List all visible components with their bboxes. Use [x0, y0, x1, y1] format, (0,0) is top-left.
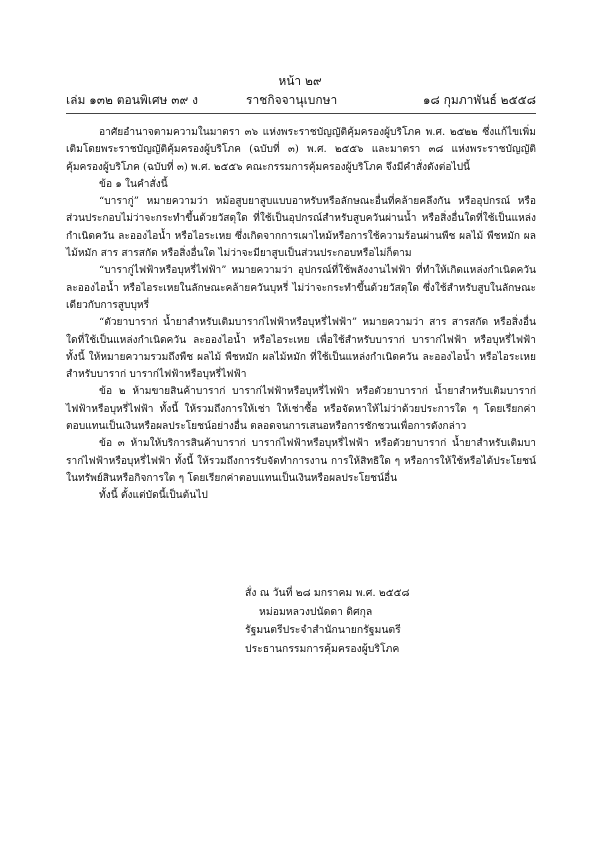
effective-clause: ทั้งนี้ ตั้งแต่บัดนี้เป็นต้นไป	[99, 490, 208, 502]
issue-date: ๑๘ กุมภาพันธ์ ๒๕๕๘	[422, 93, 536, 107]
gazette-title: ราชกิจจานุเบกษา	[246, 93, 338, 107]
clause-2: ข้อ ๒ ห้ามขายสินค้าบาราก่ บาราก่ไฟฟ้าหรือบุหรี่ไฟฟ้า หรือตัวยาบาราก่ น้ำยาสำหรับเติมบาราก่ไฟฟ้าหรือบุหรี่ไฟฟ้า ทั้งนี้ ให้รวมถึงการให้เช่า ให้เช่าซื้อ หรือจัดหาให้ไม่ว่าด้วยประการใด ๆ โดยเรียกค่าตอบแทนเป็นเงินหรือผลประโยชน์อย่างอื่น ตลอดจนการเสนอหรือการชักชวนเพื่อการดังกล่าว	[66, 386, 536, 433]
signatory-name: หม่อมหลวงปนัดดา ดิศกุล	[259, 605, 373, 618]
order-body	[66, 124, 536, 505]
signing-date: สั่ง ณ วันที่ ๒๘ มกราคม พ.ศ. ๒๕๕๘	[245, 587, 410, 599]
definition-e-cigarette: “บารากู่ไฟฟ้าหรือบุหรี่ไฟฟ้า” หมายความว่า อุปกรณ์ที่ใช้พลังงานไฟฟ้า ที่ทำให้เกิดแหล่งกำเนิดควัน ละอองไอน้ำ หรือไอระเหยในลักษณะคล้ายควันบุหรี่ ไม่ว่าจะกระทำขึ้นด้วยวัสดุใด ซึ่งใช้สำหรับสูบในลักษณะเดียวกับการสูบบุหรี่	[66, 265, 536, 311]
preamble-paragraph: อาศัยอำนาจตามความในมาตรา ๓๖ แห่งพระราชบัญญัติคุ้มครองผู้บริโภค พ.ศ. ๒๕๒๒ ซึ่งแก้ไขเพิ่มเติมโดยพระราชบัญญัติคุ้มครองผู้บริโภค (ฉบับที่ ๓) พ.ศ. ๒๕๕๖ และมาตรา ๓๘ แห่งพระราชบัญญัติคุ้มครองผู้บริโภค (ฉบับที่ ๓) พ.ศ. ๒๕๕๖ คณะกรรมการคุ้มครองผู้บริโภค จึงมีคำสั่งดังต่อไปนี้	[66, 127, 536, 173]
definition-refill-liquid: “ตัวยาบาราก่ น้ำยาสำหรับเติมบาราก่ไฟฟ้าหรือบุหรี่ไฟฟ้า” หมายความว่า สาร สารสกัด หรือสิ่งอื่นใดที่ใช้เป็นแหล่งกำเนิดควัน ละอองไอน้ำ หรือไอระเหย เพื่อใช้สำหรับบาราก่ บาราก่ไฟฟ้า หรือบุหรี่ไฟฟ้า ทั้งนี้ ให้หมายความรวมถึงพืช ผลไม้ พืชหมัก ผลไม้หมัก ที่ใช้เป็นแหล่งกำเนิดควัน ละอองไอน้ำ หรือไอระเหยสำหรับบาราก่ บาราก่ไฟฟ้าหรือบุหรี่ไฟฟ้า	[66, 317, 536, 381]
volume-issue: เล่ม ๑๓๒ ตอนพิเศษ ๓๙ ง	[66, 93, 198, 107]
page-number: หน้า ๒๙	[278, 74, 322, 88]
signature-block	[245, 584, 545, 658]
definition-baraku: “บารากู่” หมายความว่า หม้อสูบยาสูบแบบอาหรับหรือลักษณะอื่นที่คล้ายคลึงกัน หรืออุปกรณ์ หรือส่วนประกอบไม่ว่าจะกระทำขึ้นด้วยวัสดุใด ที่ใช้เป็นอุปกรณ์สำหรับสูบควันผ่านน้ำ หรือสิ่งอื่นใดที่ใช้เป็นแหล่งกำเนิดควัน ละอองไอน้ำ หรือไอระเหย ซึ่งเกิดจากการเผาไหม้หรือการใช้ความร้อนผ่านพืช ผลไม้ พืชหมัก ผลไม้หมัก สาร สารสกัด หรือสิ่งอื่นใด ไม่ว่าจะมียาสูบเป็นส่วนประกอบหรือไม่ก็ตาม	[66, 196, 536, 260]
signatory-position-2: ประธานกรรมการคุ้มครองผู้บริโภค	[245, 642, 400, 655]
header-rule	[66, 113, 536, 114]
clause-1-heading: ข้อ ๑ ในคำสั่งนี้	[99, 178, 168, 190]
clause-3: ข้อ ๓ ห้ามให้บริการสินค้าบาราก่ บาราก่ไฟฟ้าหรือบุหรี่ไฟฟ้า หรือตัวยาบาราก่ น้ำยาสำหรับเติมบาราก่ไฟฟ้าหรือบุหรี่ไฟฟ้า ทั้งนี้ ให้รวมถึงการรับจัดทำการงาน การให้สิทธิใด ๆ หรือการให้ใช้หรือได้ประโยชน์ในทรัพย์สินหรือกิจการใด ๆ โดยเรียกค่าตอบแทนเป็นเงินหรือผลประโยชน์อื่น	[66, 438, 536, 484]
signatory-position-1: รัฐมนตรีประจำสำนักนายกรัฐมนตรี	[245, 624, 401, 636]
